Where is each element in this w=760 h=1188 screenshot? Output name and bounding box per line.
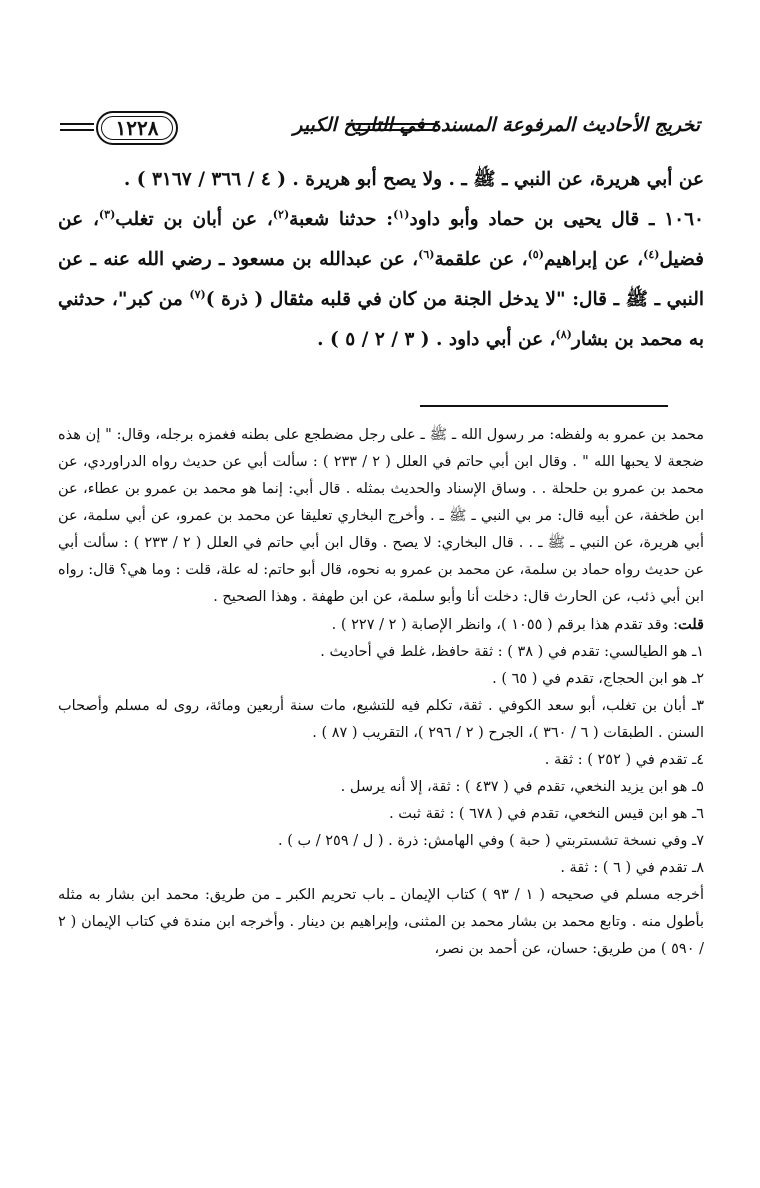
footnote-ref[interactable]: (٢) [272, 207, 290, 221]
footnote-ref[interactable]: (٦) [418, 247, 435, 261]
hadith-text: ١٠٦٠ ـ قال يحيى بن حماد وأبو داود [409, 209, 704, 230]
hadith-text: ، عن عبدالله بن مسعود ـ رضي الله عنه ـ عن النبي ـ ﷺ ـ قال: "لا يدخل الجنة من كان في قلبه مثقال ( ذرة ) [58, 249, 704, 310]
page-number: ١٢٢٨ [96, 111, 178, 145]
header-rule-left [60, 123, 94, 131]
note-continuation: محمد بن عمرو به ولفظه: مر رسول الله ـ ﷺ ـ على رجل مضطجع على بطنه فغمزه برجله، وقال: " إن هذه ضجعة لا يحبها الله " . وقال ابن أبي حاتم في العلل ( ٢ / ٢٣٣ ) : سألت أبي عن حديث رواه الدراوردي، عن محمد بن عمرو بن حلحلة . . وساق الإسناد والحديث بمثله . قال أبي: إنما هو محمد بن عمرو بن عطاء، عن ابن طخفة، عن أبيه قال: مر بي النبي ـ ﷺ ـ . وأخرج البخاري تعليقا عن محمد بن عمرو، عن أبي سلمة، عن أبي هريرة، عن النبي ـ ﷺ ـ . . قال البخاري: لا يصح . وقال ابن أبي حاتم في العلل ( ٢ / ٢٣٣ ) : سألت أبي عن حديث رواه حماد بن سلمة، عن محمد بن عمرو به نحوه، قال أبو حاتم: له علة، قلت : وما هي؟ قال: رواه ابن أبي ذئب، عن الحارث قال: دخلت أنا وأبو سلمة، عن ابن طهفة . وهذا الصحيح . [58, 427, 704, 605]
footnote-ref[interactable]: (٥) [527, 247, 544, 261]
footnote-8: ٨ـ تقدم في ( ٦ ) : ثقة . [560, 860, 704, 876]
hadith-text: ، عن أبي داود . ( ٣ / ٢ / ٥ ) . [317, 329, 556, 350]
hadith-text: ، عن فضيل [58, 209, 704, 270]
main-text [58, 160, 704, 360]
footnote-6: ٦ـ هو ابن قيس النخعي، تقدم في ( ٦٧٨ ) : ثقة ثبت . [389, 806, 704, 822]
qult-label: قلت [678, 616, 704, 633]
header-rule [356, 123, 438, 131]
footnote-4: ٤ـ تقدم في ( ٢٥٢ ) : ثقة . [544, 752, 704, 768]
hadith-text: : حدثنا شعبة [289, 209, 394, 230]
running-title: تخريج الأحاديث المرفوعة المسندة في التاريخ الكبير [293, 114, 700, 136]
note-qult [58, 611, 704, 639]
footnote-5: ٥ـ هو ابن يزيد النخعي، تقدم في ( ٤٣٧ ) : ثقة، إلا أنه يرسل . [340, 779, 704, 795]
footnote-1: ١ـ هو الطيالسي: تقدم في ( ٣٨ ) : ثقة حافظ، غلط في أحاديث . [320, 644, 704, 660]
footnote-ref[interactable]: (٣) [98, 207, 116, 221]
footnote-ref[interactable]: (١) [393, 207, 410, 221]
main-line-1: عن أبي هريرة، عن النبي ـ ﷺ ـ . ولا يصح أبو هريرة . ( ٤ / ٣٦٦ / ٣١٦٧ ) . [123, 169, 704, 190]
footnote-ref[interactable]: (٨) [555, 327, 572, 341]
footnote-2: ٢ـ هو ابن الحجاج، تقدم في ( ٦٥ ) . [492, 671, 704, 687]
hadith-text: ، عن أبان بن تغلب [115, 209, 273, 230]
footnote-ref[interactable]: (٧) [189, 287, 206, 301]
hadith-1060 [58, 200, 704, 360]
footnote-7: ٧ـ وفي نسخة تشستربتي ( حبة ) وفي الهامش: ذرة . ( ل / ٢٥٩ / ب ) . [278, 833, 704, 849]
footnote-divider [420, 405, 668, 407]
page-header [60, 104, 700, 154]
qult-text: : وقد تقدم هذا برقم ( ١٠٥٥ )، وانظر الإصابة ( ٢ / ٢٢٧ ) . [331, 617, 679, 633]
hadith-text: من كبر"، حدثني به محمد بن بشار [58, 289, 704, 350]
hadith-text: ، عن إبراهيم [543, 249, 644, 270]
footnote-3: ٣ـ أبان بن تغلب، أبو سعد الكوفي . ثقة، تكلم فيه للتشيع، مات سنة أربعين ومائة، روى له مسلم وأصحاب السنن . الطبقات ( ٦ / ٣٦٠ )، الجرح ( ٢ / ٢٩٦ )، التقريب ( ٨٧ ) . [58, 698, 704, 741]
hadith-text: ، عن علقمة [434, 249, 528, 270]
takhrij-paragraph: أخرجه مسلم في صحيحه ( ١ / ٩٣ ) كتاب الإيمان ـ باب تحريم الكبر ـ من طريق: محمد ابن بشار به مثله بأطول منه . وتابع محمد بن بشار محمد بن المثنى، وإبراهيم بن دينار . وأخرجه ابن مندة في كتاب الإيمان ( ٢ / ٥٩٠ ) من طريق: حسان، عن أحمد بن نصر، [58, 887, 704, 957]
footnote-ref[interactable]: (٤) [643, 247, 660, 261]
footnotes-section [58, 422, 704, 963]
